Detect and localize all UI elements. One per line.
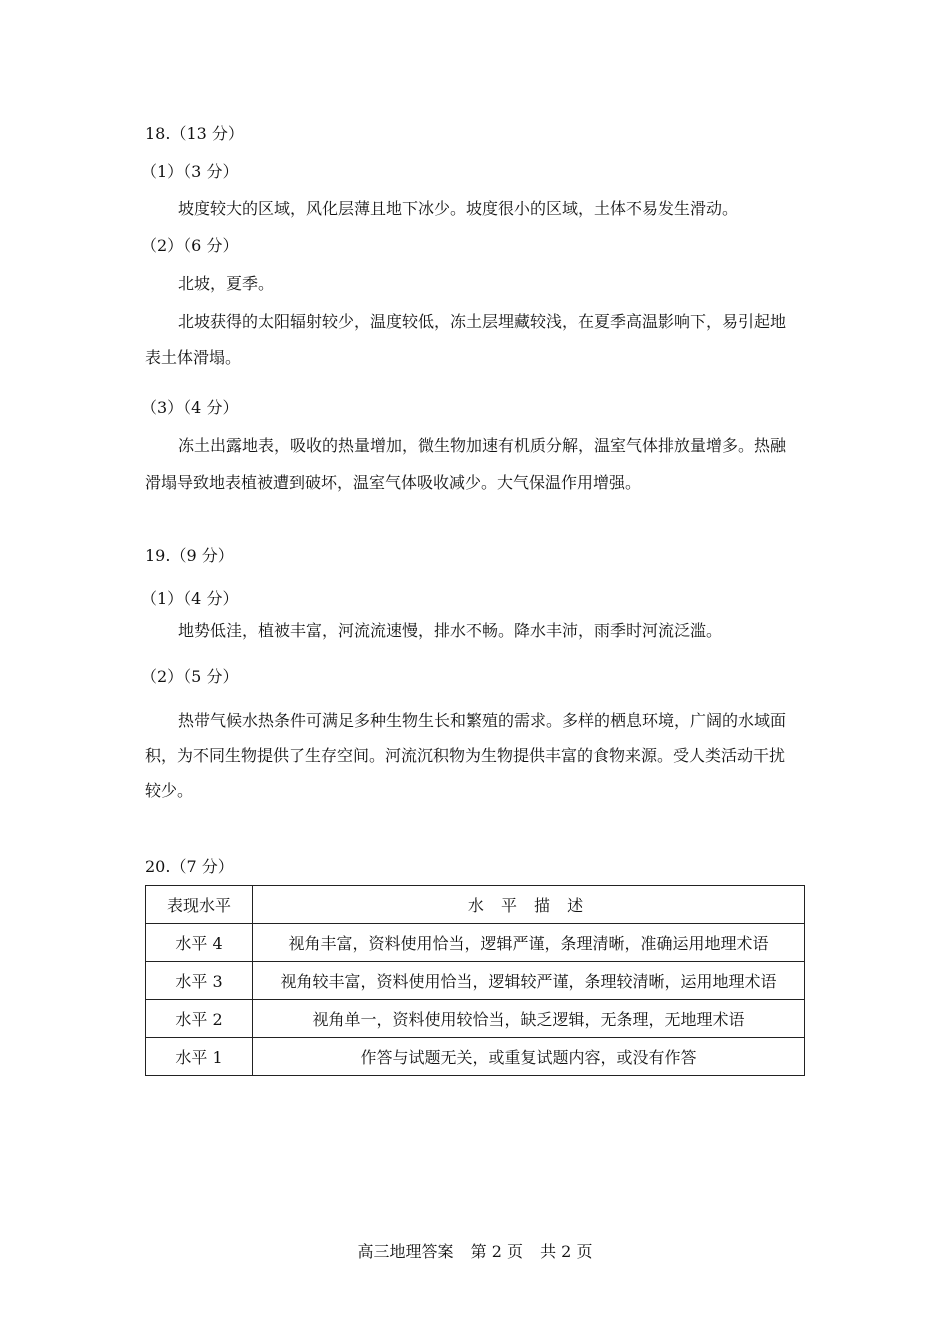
footer-page-number: 第 2 页 [470, 1242, 523, 1261]
table-row [146, 962, 805, 1000]
description-cell: 视角丰富，资料使用恰当，逻辑严谨，条理清晰，准确运用地理术语 [253, 924, 805, 962]
footer-title: 高三地理答案 [357, 1242, 454, 1261]
description-cell: 作答与试题无关，或重复试题内容，或没有作答 [253, 1038, 805, 1076]
q19-part2-label: （2）（5 分） [141, 667, 239, 686]
q18-part2-answer-line1: 北坡获得的太阳辐射较少，温度较低，冻土层埋藏较浅，在夏季高温影响下，易引起地 [178, 312, 787, 331]
q19-part2-answer-line3: 较少。 [145, 781, 194, 800]
table-row [146, 1000, 805, 1038]
q19-part2-answer-line1: 热带气候水热条件可满足多种生物生长和繁殖的需求。多样的栖息环境，广阔的水域面 [178, 711, 787, 730]
q19-part2-answer-line2: 积，为不同生物提供了生存空间。河流沉积物为生物提供丰富的食物来源。受人类活动干扰 [145, 746, 786, 765]
q20-heading: 20.（7 分） [145, 857, 234, 876]
q18-part3-label: （3）（4 分） [141, 398, 239, 417]
footer-page-total: 共 2 页 [540, 1242, 593, 1261]
q19-part1-answer: 地势低洼，植被丰富，河流流速慢，排水不畅。降水丰沛，雨季时河流泛滥。 [178, 621, 723, 640]
q18-heading: 18.（13 分） [145, 124, 244, 143]
table-row [146, 1038, 805, 1076]
q18-part2-answer-short: 北坡，夏季。 [178, 274, 275, 293]
q18-part3-answer-line1: 冻土出露地表，吸收的热量增加，微生物加速有机质分解，温室气体排放量增多。热融 [178, 436, 787, 455]
page-footer [0, 1242, 950, 1262]
table-row [146, 924, 805, 962]
q18-part1-answer: 坡度较大的区域，风化层薄且地下冰少。坡度很小的区域，土体不易发生滑动。 [178, 199, 739, 218]
q19-heading: 19.（9 分） [145, 546, 234, 565]
q18-part2-label: （2）（6 分） [141, 236, 239, 255]
level-cell: 水平 2 [146, 1000, 253, 1038]
rubric-table [145, 885, 805, 1076]
description-cell: 视角较丰富，资料使用恰当，逻辑较严谨，条理较清晰，运用地理术语 [253, 962, 805, 1000]
q19-part1-label: （1）（4 分） [141, 589, 239, 608]
level-cell: 水平 3 [146, 962, 253, 1000]
level-cell: 水平 1 [146, 1038, 253, 1076]
description-cell: 视角单一，资料使用较恰当，缺乏逻辑，无条理，无地理术语 [253, 1000, 805, 1038]
rubric-header-row [146, 886, 805, 924]
q18-part3-answer-line2: 滑塌导致地表植被遭到破坏，温室气体吸收减少。大气保温作用增强。 [145, 473, 642, 492]
level-cell: 水平 4 [146, 924, 253, 962]
q18-part2-answer-line2: 表土体滑塌。 [145, 348, 242, 367]
header-description: 水 平 描 述 [253, 886, 805, 924]
header-level: 表现水平 [146, 886, 253, 924]
q18-part1-label: （1）（3 分） [141, 162, 239, 181]
